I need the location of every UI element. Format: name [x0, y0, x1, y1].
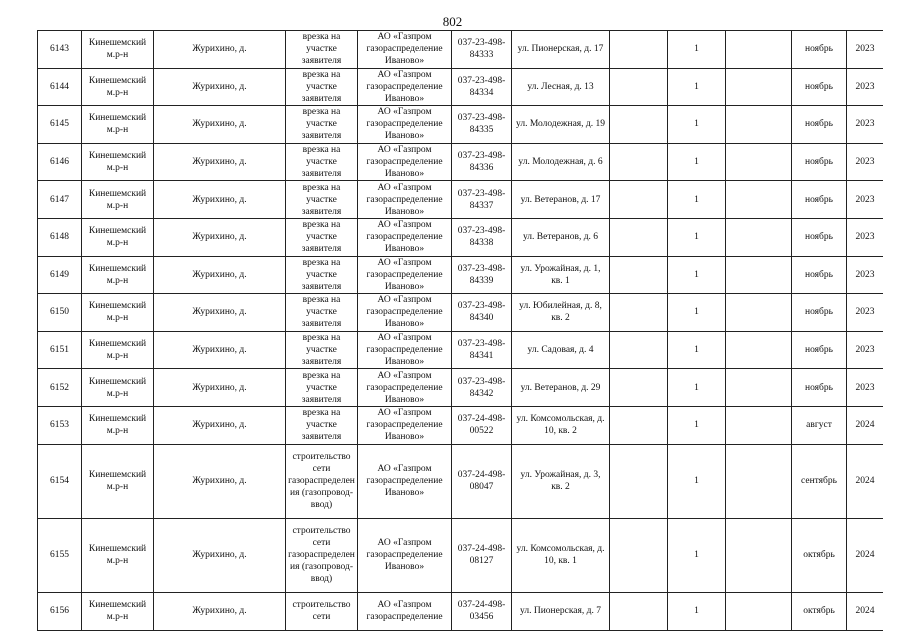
empty-cell [610, 106, 668, 144]
organization-cell: АО «Газпром газораспределение Иваново» [358, 106, 452, 144]
address-cell: ул. Пионерская, д. 7 [512, 592, 610, 630]
row-number-cell: 6152 [38, 369, 82, 407]
empty-cell [610, 518, 668, 592]
work-type-cell: врезка на участке заявителя [286, 31, 358, 69]
quantity-cell: 1 [668, 106, 726, 144]
work-type-cell: врезка на участке заявителя [286, 68, 358, 106]
district-cell: Кинешемский м.р-н [82, 518, 154, 592]
work-type-cell: строительство сети газораспределения (газопровод-ввод) [286, 444, 358, 518]
address-cell: ул. Комсомольская, д. 10, кв. 2 [512, 406, 610, 444]
address-cell: ул. Ветеранов, д. 29 [512, 369, 610, 407]
empty-cell [726, 518, 792, 592]
empty-cell [610, 369, 668, 407]
application-code-cell: 037-23-498-84337 [452, 181, 512, 219]
empty-cell [726, 592, 792, 630]
address-cell: ул. Садовая, д. 4 [512, 331, 610, 369]
locality-cell: Журихино, д. [154, 31, 286, 69]
quantity-cell: 1 [668, 31, 726, 69]
empty-cell [726, 68, 792, 106]
quantity-cell: 1 [668, 181, 726, 219]
address-cell: ул. Урожайная, д. 1, кв. 1 [512, 256, 610, 294]
month-cell: октябрь [792, 518, 847, 592]
row-number-cell: 6146 [38, 143, 82, 181]
empty-cell [610, 31, 668, 69]
district-cell: Кинешемский м.р-н [82, 331, 154, 369]
address-cell: ул. Ветеранов, д. 17 [512, 181, 610, 219]
empty-cell [726, 331, 792, 369]
work-type-cell: врезка на участке заявителя [286, 369, 358, 407]
district-cell: Кинешемский м.р-н [82, 218, 154, 256]
month-cell: ноябрь [792, 218, 847, 256]
organization-cell: АО «Газпром газораспределение Иваново» [358, 218, 452, 256]
district-cell: Кинешемский м.р-н [82, 369, 154, 407]
organization-cell: АО «Газпром газораспределение Иваново» [358, 406, 452, 444]
application-code-cell: 037-23-498-84336 [452, 143, 512, 181]
month-cell: ноябрь [792, 331, 847, 369]
district-cell: Кинешемский м.р-н [82, 68, 154, 106]
organization-cell: АО «Газпром газораспределение Иваново» [358, 181, 452, 219]
month-cell: ноябрь [792, 294, 847, 332]
empty-cell [610, 331, 668, 369]
table-row [38, 218, 884, 256]
locality-cell: Журихино, д. [154, 68, 286, 106]
page-number: 802 [442, 14, 463, 29]
month-cell: ноябрь [792, 181, 847, 219]
empty-cell [610, 444, 668, 518]
application-code-cell: 037-23-498-84338 [452, 218, 512, 256]
year-cell: 2023 [847, 331, 884, 369]
table-row [38, 294, 884, 332]
work-type-cell: строительство сети газораспределения (газопровод-ввод) [286, 518, 358, 592]
year-cell: 2024 [847, 406, 884, 444]
table-row [38, 331, 884, 369]
table-row [38, 256, 884, 294]
table-row [38, 592, 884, 630]
locality-cell: Журихино, д. [154, 256, 286, 294]
address-cell: ул. Ветеранов, д. 6 [512, 218, 610, 256]
work-type-cell: врезка на участке заявителя [286, 331, 358, 369]
empty-cell [726, 31, 792, 69]
work-type-cell: врезка на участке заявителя [286, 406, 358, 444]
empty-cell [610, 256, 668, 294]
organization-cell: АО «Газпром газораспределение Иваново» [358, 294, 452, 332]
row-number-cell: 6156 [38, 592, 82, 630]
application-code-cell: 037-24-498-00522 [452, 406, 512, 444]
table-row [38, 106, 884, 144]
organization-cell: АО «Газпром газораспределение [358, 592, 452, 630]
locality-cell: Журихино, д. [154, 294, 286, 332]
application-code-cell: 037-24-498-08047 [452, 444, 512, 518]
table-row [38, 444, 884, 518]
address-cell: ул. Молодежная, д. 6 [512, 143, 610, 181]
empty-cell [726, 406, 792, 444]
quantity-cell: 1 [668, 68, 726, 106]
quantity-cell: 1 [668, 406, 726, 444]
month-cell: сентябрь [792, 444, 847, 518]
application-code-cell: 037-23-498-84339 [452, 256, 512, 294]
quantity-cell: 1 [668, 592, 726, 630]
address-cell: ул. Молодежная, д. 19 [512, 106, 610, 144]
quantity-cell: 1 [668, 143, 726, 181]
quantity-cell: 1 [668, 369, 726, 407]
locality-cell: Журихино, д. [154, 106, 286, 144]
district-cell: Кинешемский м.р-н [82, 181, 154, 219]
locality-cell: Журихино, д. [154, 331, 286, 369]
year-cell: 2023 [847, 106, 884, 144]
month-cell: ноябрь [792, 369, 847, 407]
empty-cell [726, 143, 792, 181]
month-cell: ноябрь [792, 143, 847, 181]
organization-cell: АО «Газпром газораспределение Иваново» [358, 369, 452, 407]
application-code-cell: 037-24-498-08127 [452, 518, 512, 592]
year-cell: 2023 [847, 369, 884, 407]
row-number-cell: 6151 [38, 331, 82, 369]
row-number-cell: 6144 [38, 68, 82, 106]
row-number-cell: 6154 [38, 444, 82, 518]
application-code-cell: 037-23-498-84342 [452, 369, 512, 407]
empty-cell [726, 444, 792, 518]
empty-cell [726, 218, 792, 256]
month-cell: ноябрь [792, 31, 847, 69]
quantity-cell: 1 [668, 331, 726, 369]
year-cell: 2024 [847, 592, 884, 630]
address-cell: ул. Урожайная, д. 3, кв. 2 [512, 444, 610, 518]
month-cell: август [792, 406, 847, 444]
work-type-cell: строительство сети [286, 592, 358, 630]
row-number-cell: 6143 [38, 31, 82, 69]
table-row [38, 181, 884, 219]
address-cell: ул. Лесная, д. 13 [512, 68, 610, 106]
year-cell: 2023 [847, 31, 884, 69]
row-number-cell: 6145 [38, 106, 82, 144]
organization-cell: АО «Газпром газораспределение Иваново» [358, 256, 452, 294]
locality-cell: Журихино, д. [154, 592, 286, 630]
row-number-cell: 6150 [38, 294, 82, 332]
district-cell: Кинешемский м.р-н [82, 406, 154, 444]
empty-cell [610, 294, 668, 332]
organization-cell: АО «Газпром газораспределение Иваново» [358, 68, 452, 106]
locality-cell: Журихино, д. [154, 518, 286, 592]
registry-table-container [37, 30, 883, 640]
work-type-cell: врезка на участке заявителя [286, 181, 358, 219]
table-row [38, 406, 884, 444]
locality-cell: Журихино, д. [154, 444, 286, 518]
organization-cell: АО «Газпром газораспределение Иваново» [358, 518, 452, 592]
application-code-cell: 037-23-498-84333 [452, 31, 512, 69]
quantity-cell: 1 [668, 256, 726, 294]
empty-cell [610, 592, 668, 630]
district-cell: Кинешемский м.р-н [82, 143, 154, 181]
table-row [38, 518, 884, 592]
district-cell: Кинешемский м.р-н [82, 294, 154, 332]
row-number-cell: 6149 [38, 256, 82, 294]
application-code-cell: 037-23-498-84334 [452, 68, 512, 106]
locality-cell: Журихино, д. [154, 369, 286, 407]
empty-cell [610, 218, 668, 256]
district-cell: Кинешемский м.р-н [82, 444, 154, 518]
organization-cell: АО «Газпром газораспределение Иваново» [358, 143, 452, 181]
year-cell: 2024 [847, 518, 884, 592]
empty-cell [726, 181, 792, 219]
table-row [38, 31, 884, 69]
row-number-cell: 6155 [38, 518, 82, 592]
table-row [38, 143, 884, 181]
quantity-cell: 1 [668, 518, 726, 592]
year-cell: 2023 [847, 68, 884, 106]
empty-cell [610, 143, 668, 181]
locality-cell: Журихино, д. [154, 143, 286, 181]
locality-cell: Журихино, д. [154, 406, 286, 444]
year-cell: 2023 [847, 143, 884, 181]
table-row [38, 369, 884, 407]
application-code-cell: 037-24-498-03456 [452, 592, 512, 630]
work-type-cell: врезка на участке заявителя [286, 256, 358, 294]
application-code-cell: 037-23-498-84340 [452, 294, 512, 332]
district-cell: Кинешемский м.р-н [82, 592, 154, 630]
work-type-cell: врезка на участке заявителя [286, 218, 358, 256]
district-cell: Кинешемский м.р-н [82, 256, 154, 294]
application-code-cell: 037-23-498-84335 [452, 106, 512, 144]
empty-cell [610, 68, 668, 106]
empty-cell [610, 181, 668, 219]
year-cell: 2023 [847, 218, 884, 256]
work-type-cell: врезка на участке заявителя [286, 143, 358, 181]
month-cell: ноябрь [792, 256, 847, 294]
address-cell: ул. Комсомольская, д. 10, кв. 1 [512, 518, 610, 592]
application-code-cell: 037-23-498-84341 [452, 331, 512, 369]
empty-cell [610, 406, 668, 444]
quantity-cell: 1 [668, 444, 726, 518]
work-type-cell: врезка на участке заявителя [286, 294, 358, 332]
locality-cell: Журихино, д. [154, 181, 286, 219]
empty-cell [726, 106, 792, 144]
year-cell: 2023 [847, 294, 884, 332]
empty-cell [726, 256, 792, 294]
table-body [38, 31, 884, 631]
month-cell: ноябрь [792, 68, 847, 106]
quantity-cell: 1 [668, 218, 726, 256]
year-cell: 2023 [847, 256, 884, 294]
empty-cell [726, 369, 792, 407]
organization-cell: АО «Газпром газораспределение Иваново» [358, 31, 452, 69]
quantity-cell: 1 [668, 294, 726, 332]
table-row [38, 68, 884, 106]
work-type-cell: врезка на участке заявителя [286, 106, 358, 144]
organization-cell: АО «Газпром газораспределение Иваново» [358, 331, 452, 369]
organization-cell: АО «Газпром газораспределение Иваново» [358, 444, 452, 518]
locality-cell: Журихино, д. [154, 218, 286, 256]
address-cell: ул. Пионерская, д. 17 [512, 31, 610, 69]
address-cell: ул. Юбилейная, д. 8, кв. 2 [512, 294, 610, 332]
month-cell: ноябрь [792, 106, 847, 144]
row-number-cell: 6148 [38, 218, 82, 256]
district-cell: Кинешемский м.р-н [82, 106, 154, 144]
row-number-cell: 6153 [38, 406, 82, 444]
empty-cell [726, 294, 792, 332]
year-cell: 2023 [847, 181, 884, 219]
registry-table [37, 30, 883, 631]
year-cell: 2024 [847, 444, 884, 518]
row-number-cell: 6147 [38, 181, 82, 219]
district-cell: Кинешемский м.р-н [82, 31, 154, 69]
month-cell: октябрь [792, 592, 847, 630]
